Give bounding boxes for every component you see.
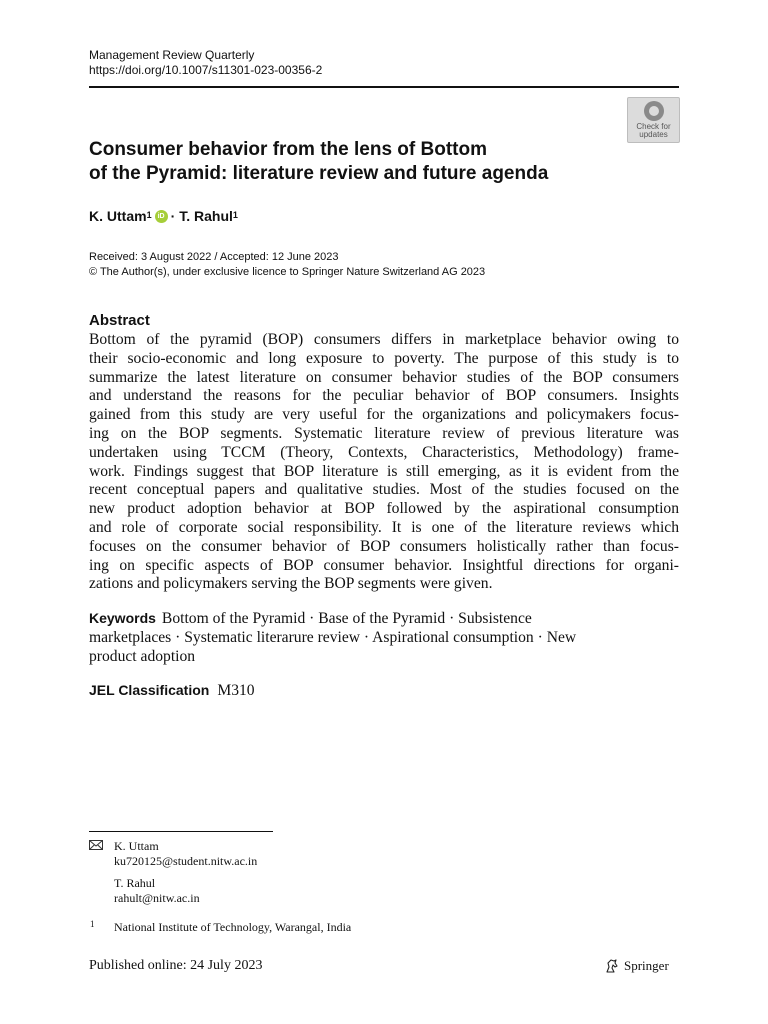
corresponding-author-name: K. Uttam bbox=[114, 839, 159, 853]
footnote-rule bbox=[89, 831, 273, 832]
coauthor-email[interactable]: rahult@nitw.ac.in bbox=[114, 891, 200, 905]
author-affiliation-sup: 1 bbox=[146, 210, 152, 220]
abstract-heading: Abstract bbox=[89, 312, 150, 329]
article-title bbox=[89, 138, 609, 186]
abstract-line: recent conceptual papers and qualitative studies. Most of the studies focused on the bbox=[89, 481, 679, 499]
author-affiliation-sup: 1 bbox=[232, 210, 238, 220]
author-name[interactable]: K. Uttam bbox=[89, 208, 147, 224]
keywords-line: marketplaces · Systematic literarure review · Aspirational consumption · New bbox=[89, 629, 577, 646]
publisher-name: Springer bbox=[624, 958, 669, 973]
abstract-line: gained from this study are very useful for the organizations and policymakers focus- bbox=[89, 406, 679, 424]
abstract-line: Bottom of the pyramid (BOP) consumers differs in marketplace behavior owing to bbox=[89, 331, 679, 348]
keywords-heading: Keywords bbox=[89, 610, 156, 626]
jel-code: M310 bbox=[217, 682, 255, 699]
badge-label-1: Check for bbox=[636, 122, 671, 131]
jel-heading: JEL Classification bbox=[89, 682, 210, 698]
abstract-line: and role of corporate social responsibility. It is one of the literature reviews which bbox=[89, 518, 679, 536]
coauthor-name: T. Rahul bbox=[114, 876, 156, 890]
abstract-line: new product adoption behavior at BOP followed by the aspirational consumption bbox=[89, 500, 679, 518]
abstract-text bbox=[89, 331, 679, 594]
header-rule bbox=[89, 86, 679, 88]
abstract-line: zations and policymakers serving the BOP segments were given. bbox=[89, 575, 493, 593]
abstract-line: summarize the latest literature on consumer behavior studies of the BOP consumers bbox=[89, 368, 679, 386]
check-for-updates-icon bbox=[644, 101, 664, 121]
publisher-logo[interactable] bbox=[604, 958, 669, 974]
published-online-date: Published online: 24 July 2023 bbox=[89, 958, 263, 973]
envelope-icon bbox=[89, 840, 103, 850]
abstract-line: ing on specific aspects of BOP consumer behavior. Insightful directions for organi- bbox=[89, 556, 679, 574]
abstract-line: and understand the reasons for the peculiar behavior of BOP consumers. Insights bbox=[89, 387, 679, 405]
abstract-line: undertaken using TCCM (Theory, Contexts, Characteristics, Methodology) frame- bbox=[89, 443, 679, 461]
check-for-updates-badge[interactable] bbox=[627, 97, 680, 143]
title-line-2: of the Pyramid: literature review and future agenda bbox=[89, 163, 549, 184]
keywords-line: Bottom of the Pyramid · Base of the Pyramid · Subsistence bbox=[161, 610, 532, 627]
corresponding-author-email[interactable]: ku720125@student.nitw.ac.in bbox=[114, 854, 258, 868]
jel-classification bbox=[89, 682, 255, 700]
keywords-section bbox=[89, 609, 679, 666]
journal-header bbox=[89, 48, 322, 78]
title-line-1: Consumer behavior from the lens of Bottom bbox=[89, 139, 487, 160]
author-name[interactable]: T. Rahul bbox=[179, 208, 233, 224]
abstract-line: work. Findings suggest that BOP literature is still emerging, as it is evident from the bbox=[89, 462, 679, 480]
keywords-line: product adoption bbox=[89, 648, 196, 665]
doi-link[interactable]: https://doi.org/10.1007/s11301-023-00356-2 bbox=[89, 63, 323, 77]
affiliation-marker: 1 bbox=[90, 919, 95, 929]
abstract-line: focuses on the consumer behavior of BOP consumers holistically rather than focus- bbox=[89, 537, 679, 555]
article-history bbox=[89, 250, 485, 280]
affiliation: National Institute of Technology, Warangal, India bbox=[114, 920, 352, 934]
badge-label-2: updates bbox=[639, 130, 668, 139]
abstract-line: their socio-economic and long exposure to poverty. The purpose of this study is to bbox=[89, 349, 679, 367]
springer-horse-icon bbox=[604, 958, 620, 974]
author-separator: · bbox=[170, 208, 176, 224]
copyright-notice: © The Author(s), under exclusive licence to Springer Nature Switzerland AG 2023 bbox=[89, 266, 486, 278]
author-list bbox=[89, 208, 238, 224]
received-accepted-dates: Received: 3 August 2022 / Accepted: 12 June 2023 bbox=[89, 251, 339, 263]
journal-name: Management Review Quarterly bbox=[89, 48, 255, 62]
abstract-line: ing on the BOP segments. Systematic literature review of previous literature was bbox=[89, 424, 679, 442]
orcid-icon[interactable]: iD bbox=[155, 210, 168, 223]
